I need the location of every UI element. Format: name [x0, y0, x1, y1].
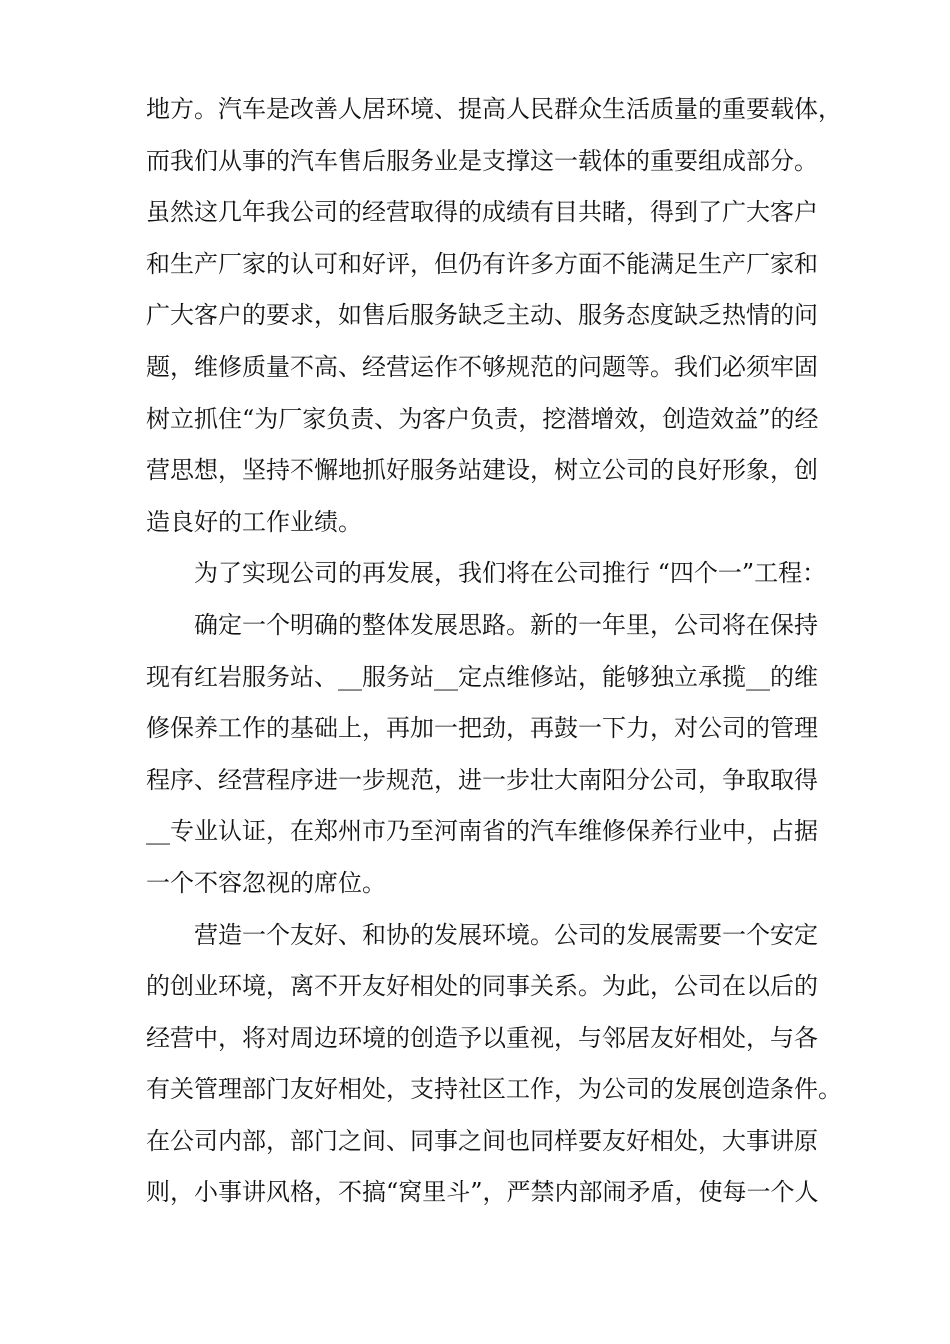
paragraph-start-line: 为了实现公司的再发展，我们将在公司推行 “四个一”工程：	[194, 559, 827, 588]
text-line: 在公司内部，部门之间、同事之间也同样要友好相处，大事讲原	[146, 1126, 818, 1155]
text-line: 修保养工作的基础上，再加一把劲，再鼓一下力，对公司的管理	[146, 714, 818, 743]
text-line: 虽然这几年我公司的经营取得的成绩有目共睹，得到了广大客户	[146, 198, 818, 227]
text-line: 造良好的工作业绩。	[146, 507, 362, 536]
text-line: 则，小事讲风格，不搞“窝里斗”，严禁内部闹矛盾，使每一个人	[146, 1178, 819, 1207]
paragraph-start-line: 营造一个友好、和协的发展环境。公司的发展需要一个安定	[194, 920, 818, 949]
paragraph-start-line: 确定一个明确的整体发展思路。新的一年里，公司将在保持	[194, 610, 818, 639]
text-line: 经营中，将对周边环境的创造予以重视，与邻居友好相处，与各	[146, 1023, 818, 1052]
text-line: 地方。汽车是改善人居环境、提高人民群众生活质量的重要载体，	[146, 95, 842, 123]
text-line: 现有红岩服务站、__服务站__定点维修站，能够独立承揽__的维	[146, 662, 818, 691]
body-text	[146, 84, 842, 1219]
text-line: 而我们从事的汽车售后服务业是支撑这一载体的重要组成部分。	[146, 146, 818, 175]
text-line: 和生产厂家的认可和好评，但仍有许多方面不能满足生产厂家和	[146, 249, 818, 278]
text-line: 树立抓住“为厂家负责、为客户负责，挖潜增效，创造效益”的经	[146, 404, 819, 433]
text-line: 题，维修质量不高、经营运作不够规范的问题等。我们必须牢固	[146, 352, 818, 381]
text-line: 程序、经营程序进一步规范，进一步壮大南阳分公司，争取取得	[146, 765, 818, 794]
text-line: __专业认证，在郑州市乃至河南省的汽车维修保养行业中，占据	[146, 817, 818, 846]
text-line: 的创业环境，离不开友好相处的同事关系。为此，公司在以后的	[146, 972, 818, 1001]
text-line: 广大客户的要求，如售后服务缺乏主动、服务态度缺乏热情的问	[146, 301, 818, 330]
text-line: 一个不容忽视的席位。	[146, 868, 386, 897]
text-line: 营思想，坚持不懈地抓好服务站建设，树立公司的良好形象，创	[146, 456, 818, 485]
text-line: 有关管理部门友好相处，支持社区工作，为公司的发展创造条件。	[146, 1075, 842, 1104]
